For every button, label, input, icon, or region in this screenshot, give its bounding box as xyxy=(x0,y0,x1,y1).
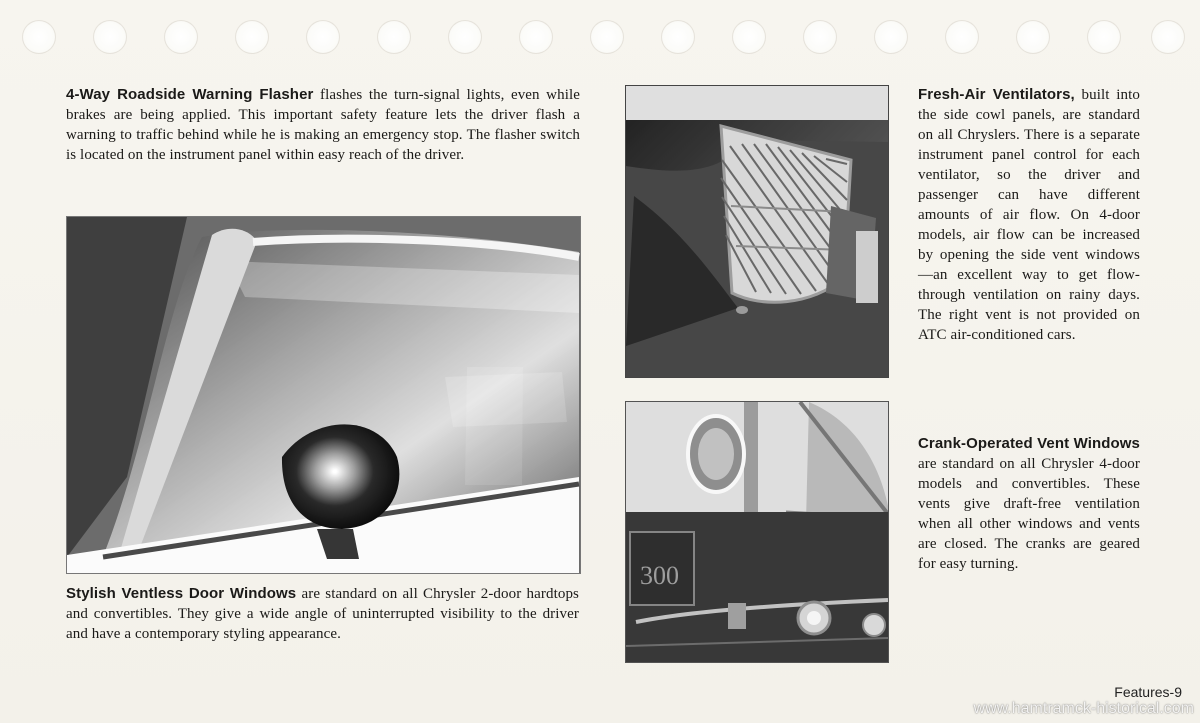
binder-hole xyxy=(945,20,979,54)
binder-hole xyxy=(306,20,340,54)
site-watermark: www.hamtramck-historical.com xyxy=(973,700,1194,717)
binder-hole xyxy=(590,20,624,54)
binder-hole xyxy=(1087,20,1121,54)
fresh-air-paragraph xyxy=(918,85,1140,345)
fresh-air-vent-photo xyxy=(625,85,889,378)
crank-vent-heading: Crank-Operated Vent Windows xyxy=(918,435,1140,452)
flasher-body: flashes the turn-signal lights, even while brakes are being applied. This important safety feature lets the driver flash a warning to traffic behind while he is making an emergency stop. The flasher switch is located on the instrument panel within easy reach of the driver. xyxy=(66,87,581,163)
flasher-heading: 4-Way Roadside Warning Flasher xyxy=(66,86,314,103)
ventless-body: are standard on all Chrysler 2-door hardtops and convertibles. They give a wide angle of uninterrupted visibility to the driver and have a contemporary styling appearance. xyxy=(66,586,579,642)
binder-hole xyxy=(377,20,411,54)
binder-hole xyxy=(448,20,482,54)
crank-vent-photo xyxy=(625,401,889,663)
binder-hole xyxy=(1151,20,1185,54)
binder-hole xyxy=(93,20,127,54)
binder-hole xyxy=(803,20,837,54)
binder-holes xyxy=(0,0,1200,70)
binder-hole xyxy=(235,20,269,54)
crank-vent-paragraph xyxy=(918,434,1140,574)
binder-hole xyxy=(22,20,56,54)
crank-vent-illustration xyxy=(626,402,888,662)
door-badge-text: 300 xyxy=(640,561,679,590)
page-footer-label: Features-9 xyxy=(1114,684,1182,700)
binder-hole xyxy=(164,20,198,54)
fresh-air-vent-illustration xyxy=(626,86,888,377)
binder-hole xyxy=(874,20,908,54)
binder-hole xyxy=(732,20,766,54)
fresh-air-heading: Fresh-Air Ventilators, xyxy=(918,86,1075,103)
binder-hole xyxy=(1016,20,1050,54)
binder-hole xyxy=(519,20,553,54)
ventless-window-photo xyxy=(66,216,581,574)
fresh-air-body: built into the side cowl panels, are standard on all Chryslers. There is a separate instrument panel control for each ventilator, so the driver and passenger can have different amounts of air flow. On 4-door models, air flow can be increased by opening the side vent windows—an excellent way to get flow-through ventilation on rainy days. The right vent is not provided on ATC air-conditioned cars. xyxy=(918,87,1140,343)
ventless-heading: Stylish Ventless Door Windows xyxy=(66,585,297,602)
ventless-window-illustration xyxy=(67,217,580,573)
flasher-paragraph xyxy=(66,85,580,165)
ventless-paragraph xyxy=(66,584,579,644)
crank-vent-body: are standard on all Chrysler 4-door models and convertibles. These vents give draft-free ventilation when all other windows and vents are closed. The cranks are geared for easy turning. xyxy=(918,456,1140,572)
binder-hole xyxy=(661,20,695,54)
